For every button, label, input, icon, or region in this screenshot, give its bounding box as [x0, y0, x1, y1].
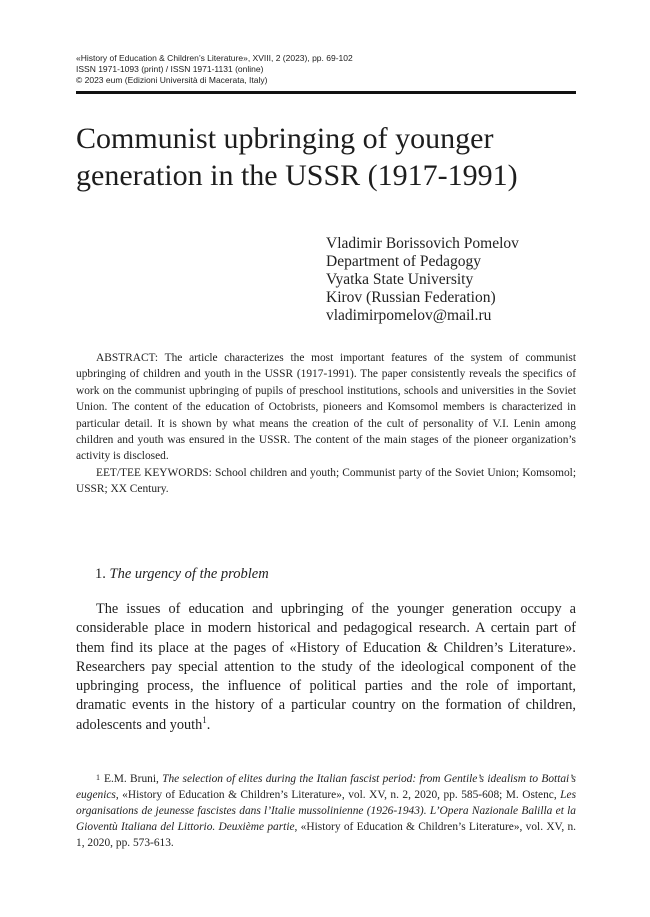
footnote-mark: 1 — [96, 773, 100, 782]
author-department: Department of Pedagogy — [326, 253, 481, 270]
footnote-part-5: , «History of Education & Children’s Literature», vol. XV, n. 1, 2020, pp. 573-613. — [76, 821, 576, 849]
footnote-part-4: Les organisations de jeunesse fascistes dans l’Italie mussolinienne (1926-1943). L’Opera Nazionale Balilla et la Gioventù Italiana del Littorio. Deuxième partie — [76, 789, 576, 833]
author-name: Vladimir Borissovich Pomelov — [326, 235, 519, 252]
footnote — [76, 770, 576, 851]
footnote-part-2: The selection of elites during the Italian fascist period: from Gentile’s idealism to Bottai’s eugenics — [76, 773, 576, 801]
body-paragraph-end: . — [206, 716, 211, 733]
keywords-text: EET/TEE KEYWORDS: School children and youth; Communist party of the Soviet Union; Komsomol; USSR; XX Century. — [76, 466, 576, 496]
section-number: 1. — [95, 566, 106, 582]
article-title-line-1: Communist upbringing of younger — [76, 122, 494, 155]
author-location: Kirov (Russian Federation) — [326, 289, 496, 306]
journal-citation: «History of Education & Children’s Literature», XVIII, 2 (2023), pp. 69-102 — [76, 53, 353, 63]
article-title — [76, 120, 576, 194]
article-title-line-2: generation in the USSR (1917-1991) — [76, 159, 518, 192]
body-paragraph-text: The issues of education and upbringing of the younger generation occupy a considerable place in modern historical and pedagogical research. A certain part of them find its place at the pages of «History of Education & Children’s Literature». Researchers pay special attention to the study of the ideological component of the upbringing process, the influence of political parties and the role of important, dramatic events in the history of a particular country on the formation of children, adolescents and youth — [76, 601, 576, 733]
footnote-part-1: E.M. Bruni, — [104, 773, 163, 785]
abstract-block — [76, 350, 576, 498]
section-heading — [95, 565, 575, 583]
footnote-part-3: , «History of Education & Children’s Literature», vol. XV, n. 2, 2020, pp. 585-608; M. Ostenc, — [115, 789, 561, 801]
journal-header — [76, 53, 576, 86]
journal-issn: ISSN 1971-1093 (print) / ISSN 1971-1131 (online) — [76, 64, 264, 74]
author-block — [326, 235, 576, 325]
footnote-reference: 1 — [202, 715, 207, 726]
author-university: Vyatka State University — [326, 271, 474, 288]
author-email: vladimirpomelov@mail.ru — [326, 307, 492, 324]
abstract-text: ABSTRACT: The article characterizes the most important features of the system of communist upbringing of children and youth in the USSR (1917-1991). The paper consistently reveals the specifics of work on the communist upbringing of pupils of preschool institutions, schools and universities in the Soviet Union. The content of the education of Octobrists, pioneers and Komsomol members is characterized in particular detail. It is shown by what means the creation of the cult of personality of V.I. Lenin among children and youth was ensured in the USSR. The content of the main stages of the pioneer organization’s activity is disclosed. — [76, 352, 576, 463]
section-title: The urgency of the problem — [109, 566, 269, 582]
body-paragraph — [76, 600, 576, 735]
journal-copyright: © 2023 eum (Edizioni Università di Macerata, Italy) — [76, 75, 268, 85]
header-rule — [76, 91, 576, 94]
